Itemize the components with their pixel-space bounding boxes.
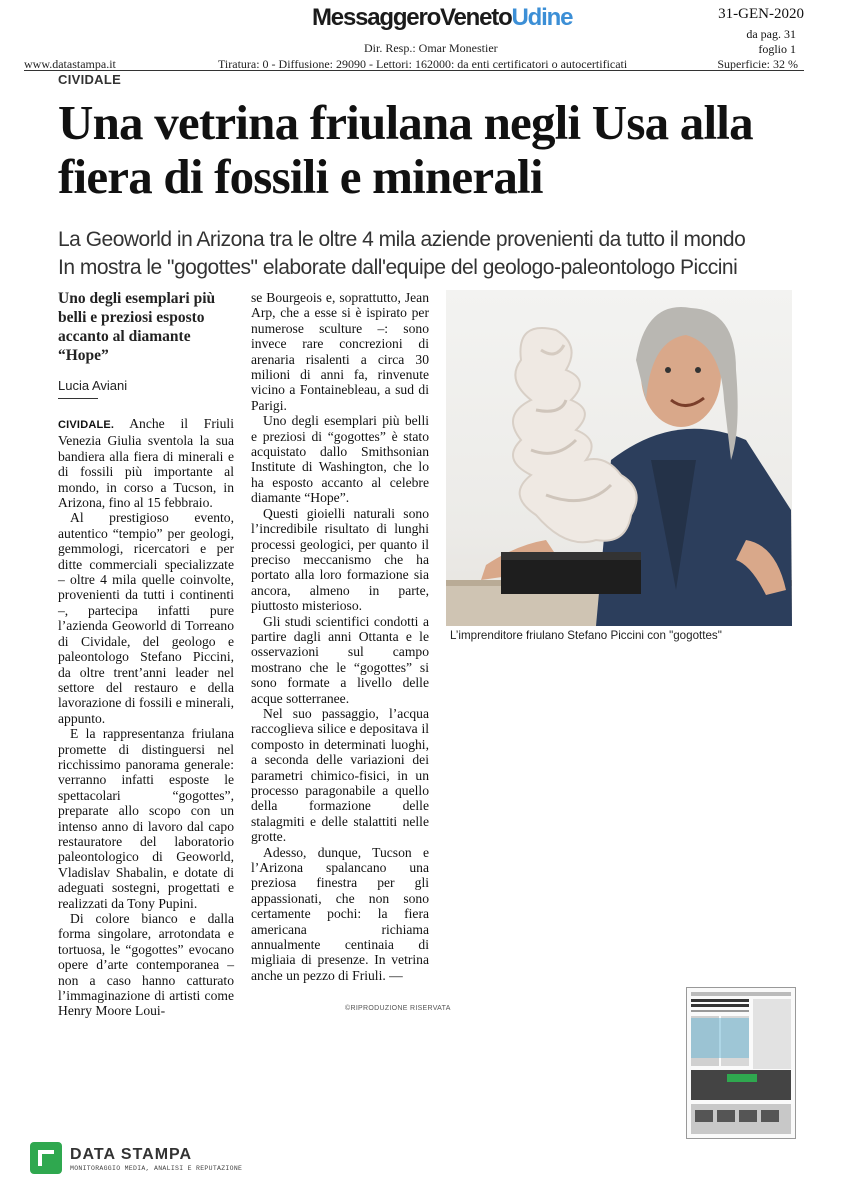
- header-divider: [24, 70, 804, 71]
- masthead: [312, 4, 572, 32]
- paragraph: Di colore bianco e dalla forma singolare, arrotondata e tortuosa, le “gogottes” evocano opere d’arte contemporanea – non a caso hanno catturato l’immaginazione di artisti come Henry Moore Loui-: [58, 911, 234, 1019]
- copyright-credit: ©RIPRODUZIONE RISERVATA: [345, 1005, 451, 1012]
- masthead-edition: Udine: [511, 4, 573, 31]
- paragraph: se Bourgeois e, soprattutto, Jean Arp, che a esse si è ispirato per numerose sculture –: sono invece rare concrezioni di arenaria risalenti a circa 30 milioni di anni fa, rinvenute vicino a Fontainebleau, a sud di Parigi.: [251, 290, 429, 413]
- data-stampa-tagline: MONITORAGGIO MEDIA, ANALISI E REPUTAZIONE: [70, 1165, 243, 1172]
- paragraph: E la rappresentanza friulana promette di distinguersi nel ricchissimo panorama generale: verranno infatti esposte le spettacolari “gogottes”, preparate allo scopo con un intenso anno di lavoro dal capo restauratore del laboratorio paleontologico di Geoworld, Vladislav Shabalin, e dotate di adeguati sostegni, progettati e realizzati da Tony Pupini.: [58, 726, 234, 911]
- paragraph: Adesso, dunque, Tucson e l’Arizona spalancano una preziosa finestra per gli appassionati, che non sono certamente pochi: la fiera americana richiama annualmente centinaia di migliaia di presenze. In vetrina anche un pezzo di Friuli. —: [251, 844, 429, 983]
- paragraph: Nel suo passaggio, l’acqua raccoglieva silice e depositava il composto in determinati luoghi, a seconda delle variazioni dei parametri chimico-fisici, in un processo paragonabile a quello della formazione delle stalagmiti e delle stalattiti nelle grotte.: [251, 705, 429, 845]
- surface-info: Superficie: 32 %: [717, 57, 798, 71]
- photo-caption: L’imprenditore friulano Stefano Piccini con "gogottes": [450, 629, 722, 642]
- article-author: Lucia Aviani: [58, 378, 128, 393]
- paragraph: Gli studi scientifici condotti a partire dagli anni Ottanta e le osservazioni sul campo mostrano che le “gogottes” si sono formate a livello delle acque sotterranee.: [251, 613, 429, 706]
- director-line: Dir. Resp.: Omar Monestier: [364, 41, 498, 55]
- article-column-1: [58, 416, 234, 1019]
- publication-date: 31-GEN-2020: [718, 6, 804, 22]
- thumbnail-preview: [687, 988, 795, 1138]
- page-info: [746, 27, 796, 57]
- article-subhead: [58, 226, 828, 282]
- subhead-line-2: In mostra le "gogottes" elaborate dall'equipe del geologo-paleontologo Piccini: [58, 256, 738, 279]
- photo-illustration: [446, 290, 792, 626]
- sheet-number: foglio 1: [758, 42, 796, 56]
- page-from: da pag. 31: [746, 27, 796, 41]
- subhead-line-1: La Geoworld in Arizona tra le oltre 4 mila aziende provenienti da tutto il mondo: [58, 228, 746, 251]
- circulation-info: Tiratura: 0 - Diffusione: 29090 - Lettori: 162000: da enti certificatori o autocertificati: [218, 57, 628, 71]
- article-kicker: Uno degli esemplari più belli e preziosi esposto accanto al diamante “Hope”: [58, 290, 216, 364]
- dateline: CIVIDALE.: [58, 419, 115, 431]
- data-stampa-logo-text: DATA STAMPA: [70, 1146, 193, 1163]
- paragraph: Al prestigioso evento, autentico “tempio” per geologi, gemmologi, ricercatori e per ditte commerciali specializzate – oltre 4 mila quelle coinvolte, provenienti da tutti i continenti –, partecipa infatti pure l’azienda Geoworld di Torreano di Cividale, del geologo e paleontologo Stefano Piccini, da oltre trent’anni leader nel settore del restauro e della lavorazione di fossili e minerali, appunto.: [58, 510, 234, 726]
- article-photo: [446, 290, 792, 626]
- author-divider: [58, 398, 98, 399]
- article-headline: Una vetrina friulana negli Usa alla fiera di fossili e minerali: [58, 95, 753, 204]
- paragraph: Uno degli esemplari più belli e preziosi di “gogottes” è stato acquistato dallo Smithsonian Institute di Washington, che lo ha esposto accanto al celebre diamante “Hope”.: [251, 413, 429, 506]
- article-column-2: [251, 290, 429, 983]
- masthead-name: MessaggeroVeneto: [312, 4, 512, 31]
- section-label: CIVIDALE: [58, 72, 122, 87]
- data-stampa-logo-icon: [30, 1142, 62, 1174]
- paragraph: CIVIDALE. Anche il Friuli Venezia Giulia sventola la sua bandiera alla fiera di minerali e di fossili più importante al mondo, in corso a Tucson, in Arizona, fino al 15 febbraio.: [58, 416, 234, 511]
- website-link[interactable]: www.datastampa.it: [24, 57, 116, 71]
- page-thumbnail[interactable]: [686, 987, 796, 1139]
- paragraph: Questi gioielli naturali sono l’incredibile risultato di lunghi processi geologici, per quanto il preciso meccanismo che ha portato alla loro formazione sia ancora, almeno in parte, piuttosto misterioso.: [251, 505, 429, 614]
